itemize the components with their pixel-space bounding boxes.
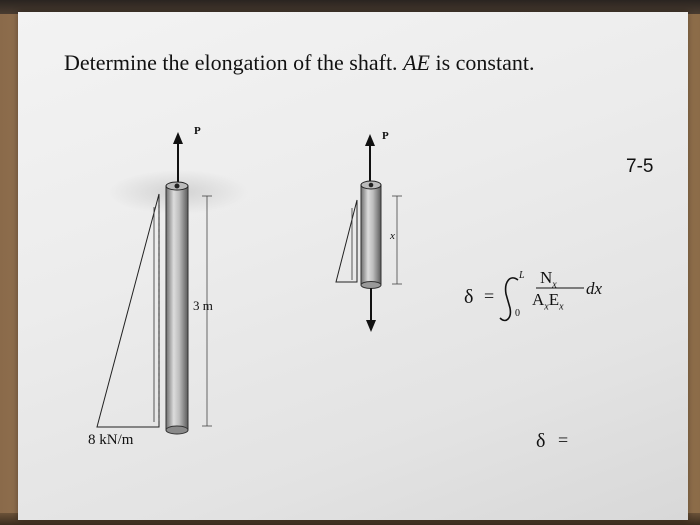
formula-delta: δ bbox=[464, 286, 474, 308]
right-shaft-cut bbox=[361, 282, 381, 289]
denominator-e-subscript: x bbox=[559, 301, 564, 313]
title-variable: AE bbox=[403, 50, 430, 75]
differential: dx bbox=[586, 279, 603, 298]
left-shaft-pin bbox=[175, 184, 180, 189]
denominator bbox=[532, 290, 564, 312]
denominator-a-subscript: x bbox=[544, 301, 549, 313]
load-intensity-label: 8 kN/m bbox=[88, 432, 134, 448]
left-shaft-figure bbox=[97, 132, 248, 434]
numerator-subscript: x bbox=[552, 279, 557, 291]
x-label: x bbox=[390, 230, 395, 242]
denominator-a: A bbox=[532, 290, 545, 309]
section-load-triangle bbox=[336, 200, 357, 282]
integral-upper-limit: L bbox=[519, 270, 525, 281]
answer-delta: δ bbox=[536, 430, 546, 452]
problem-number: 7-5 bbox=[626, 156, 654, 177]
right-force-label: P bbox=[382, 130, 389, 142]
force-arrowhead-left bbox=[173, 132, 183, 144]
presentation-slide bbox=[18, 12, 688, 520]
internal-force-arrowhead bbox=[366, 320, 376, 332]
right-shaft-section bbox=[361, 185, 381, 285]
title-prefix: Determine the elongation of the shaft. bbox=[64, 50, 404, 75]
left-shaft bbox=[166, 186, 188, 430]
denominator-e: E bbox=[548, 290, 560, 309]
force-arrowhead-right bbox=[365, 134, 375, 146]
integral-lower-limit: 0 bbox=[515, 308, 520, 319]
formula-equals: = bbox=[484, 286, 495, 306]
answer-equals: = bbox=[558, 430, 569, 450]
load-arrows bbox=[154, 202, 159, 424]
left-shaft-bottom bbox=[166, 426, 188, 434]
numerator bbox=[540, 268, 557, 290]
title-suffix: is constant. bbox=[429, 50, 535, 75]
numerator-n: N bbox=[540, 268, 553, 287]
left-force-label: P bbox=[194, 125, 201, 137]
distributed-load-triangle bbox=[97, 194, 159, 427]
length-label: 3 m bbox=[193, 298, 213, 313]
right-shaft-pin bbox=[369, 183, 374, 188]
